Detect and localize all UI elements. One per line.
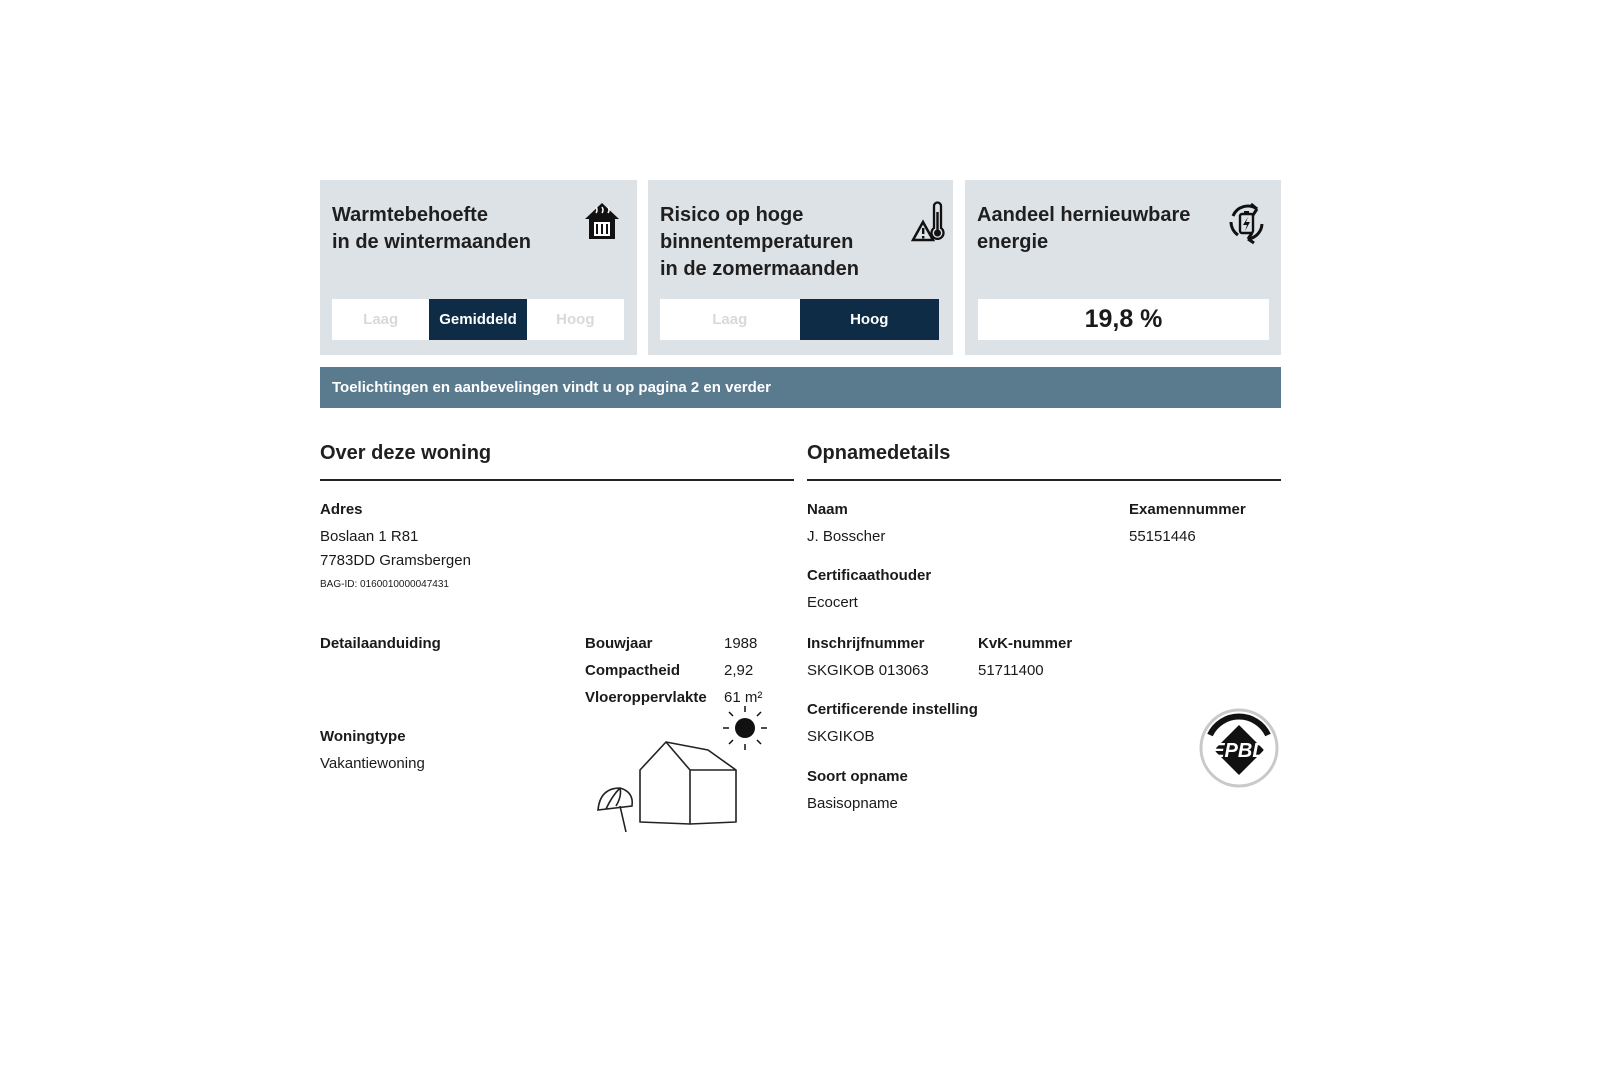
kvk-number-label: KvK-nummer xyxy=(978,635,1073,652)
overheating-risk-title: Risico op hoge binnentemperaturen in de zomermaanden xyxy=(660,204,859,280)
survey-type-value: Basisopname xyxy=(807,795,898,812)
dwelling-type-value: Vakantiewoning xyxy=(320,755,425,772)
registration-number-value: SKGIKOB 013063 xyxy=(807,662,929,679)
address-label: Adres xyxy=(320,501,363,518)
detail-label: Detailaanduiding xyxy=(320,635,441,652)
compactness-label: Compactheid xyxy=(585,662,681,679)
certificate-holder-label: Certificaathouder xyxy=(807,567,932,584)
address-line2: 7783DD Gramsbergen xyxy=(320,552,471,569)
property-section-heading: Over deze woning xyxy=(320,442,492,464)
epbd-logo xyxy=(1196,705,1282,796)
overheat-option-laag: Laag xyxy=(712,311,748,328)
holiday-home-illustration xyxy=(590,700,780,841)
bag-id: BAG-ID: 0160010000047431 xyxy=(320,579,449,590)
exam-number-label: Examennummer xyxy=(1129,501,1246,518)
overheating-risk-scale xyxy=(660,299,939,340)
heat-option-hoog: Hoog xyxy=(556,311,595,328)
registration-number-label: Inschrijfnummer xyxy=(807,635,925,652)
survey-section-divider xyxy=(807,479,1281,481)
renewable-share-value: 19,8 % xyxy=(978,299,1269,340)
house-outline-icon xyxy=(640,742,736,824)
explanation-banner: Toelichtingen en aanbevelingen vindt u op pagina 2 en verder xyxy=(320,367,1281,408)
address-line1: Boslaan 1 R81 xyxy=(320,528,419,545)
certificate-holder-value: Ecocert xyxy=(807,594,858,611)
build-year-label: Bouwjaar xyxy=(585,635,653,652)
overheat-option-hoog: Hoog xyxy=(800,299,940,340)
renewable-energy-icon xyxy=(1224,200,1270,251)
dwelling-type-label: Woningtype xyxy=(320,728,406,745)
renewable-energy-title: Aandeel hernieuwbare energie xyxy=(977,204,1191,253)
compactness-value: 2,92 xyxy=(724,662,754,679)
build-year-value: 1988 xyxy=(724,635,758,652)
exam-number-value: 55151446 xyxy=(1129,528,1196,545)
heat-demand-scale xyxy=(332,299,624,340)
heat-option-gemiddeld: Gemiddeld xyxy=(429,299,526,340)
survey-type-label: Soort opname xyxy=(807,768,908,785)
svg-text:EPBD: EPBD xyxy=(1211,740,1267,762)
name-label: Naam xyxy=(807,501,848,518)
name-value: J. Bosscher xyxy=(807,528,886,545)
sun-icon xyxy=(723,706,767,750)
thermometer-warning-icon xyxy=(910,200,946,249)
heat-demand-card xyxy=(320,180,637,355)
floor-area-label: Vloeroppervlakte xyxy=(585,689,707,706)
property-section-divider xyxy=(320,479,794,481)
survey-section-heading: Opnamedetails xyxy=(807,442,951,464)
overheating-risk-card xyxy=(648,180,953,355)
heat-demand-title: Warmtebehoefte in de wintermaanden xyxy=(332,204,531,253)
renewable-energy-card xyxy=(965,180,1281,355)
heat-option-laag: Laag xyxy=(363,311,399,328)
floor-area-value: 61 m² xyxy=(724,689,763,706)
certifying-body-value: SKGIKOB xyxy=(807,728,875,745)
parasol-icon xyxy=(598,788,632,832)
kvk-number-value: 51711400 xyxy=(978,662,1044,679)
house-heating-icon xyxy=(582,200,622,247)
certifying-body-label: Certificerende instelling xyxy=(807,701,978,718)
